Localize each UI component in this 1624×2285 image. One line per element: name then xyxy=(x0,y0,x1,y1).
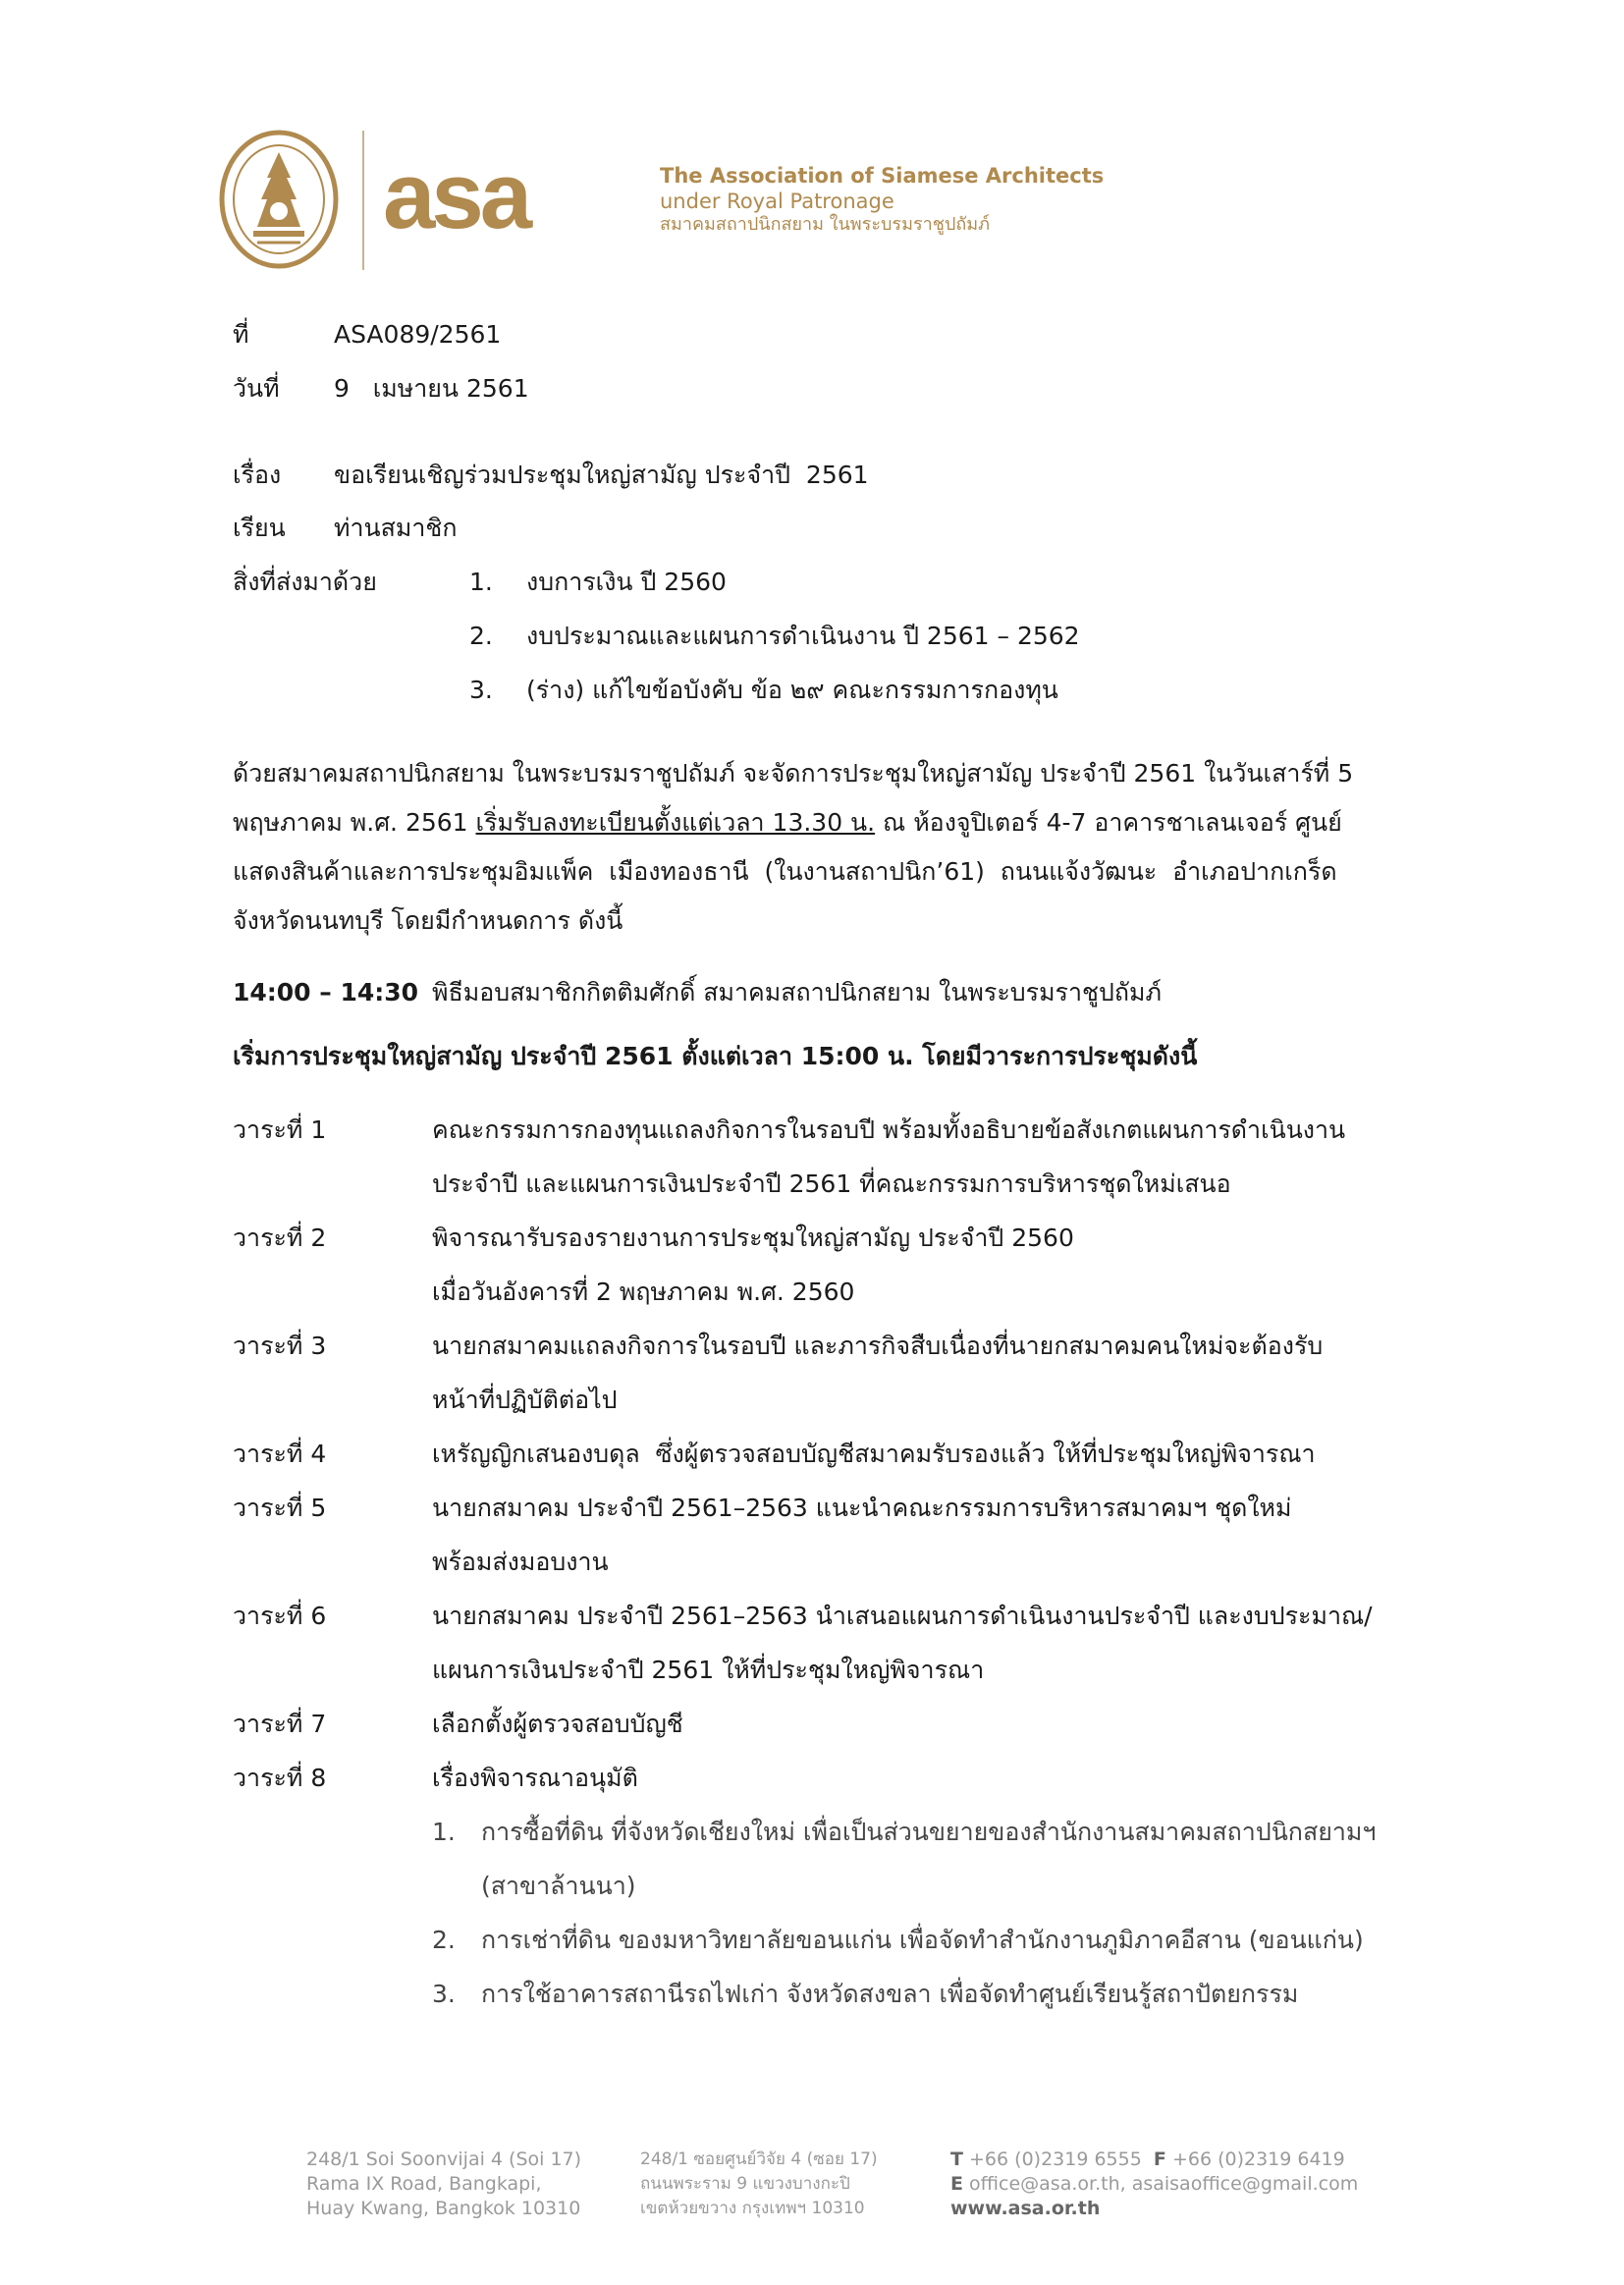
agenda-label: วาระที่ 2 xyxy=(233,1224,327,1252)
date-label: วันที่ xyxy=(233,374,280,403)
asa-wordmark-logo xyxy=(383,161,579,240)
agenda-label: วาระที่ 1 xyxy=(233,1115,327,1144)
agenda-text: นายกสมาคม ประจำปี 2561–2563 นำเสนอแผนการดำเนินงานประจำปี และงบประมาณ/ xyxy=(432,1602,1373,1630)
enclosure-item: งบการเงิน ปี 2560 xyxy=(526,568,727,596)
enclosure-num: 2. xyxy=(469,622,493,650)
footer-line: 248/1 ซอยศูนย์วิจัย 4 (ซอย 17) xyxy=(640,2149,878,2169)
paragraph-line: แสดงสินค้าและการประชุมอิมแพ็ค เมืองทองธานี (ในงานสถาปนิก’61) ถนนแจ้งวัฒนะ อำเภอปากเกร็ด xyxy=(233,857,1337,886)
fax-number: +66 (0)2319 6419 xyxy=(1171,2149,1345,2170)
agenda-text: นายกสมาคม ประจำปี 2561–2563 แนะนำคณะกรรมการบริหารสมาคมฯ ชุดใหม่ xyxy=(432,1494,1292,1522)
phone-label: T xyxy=(950,2149,963,2170)
agenda-text: นายกสมาคมแถลงกิจการในรอบปี และภารกิจสืบเนื่องที่นายกสมาคมคนใหม่จะต้องรับ xyxy=(432,1332,1324,1360)
recipient-label: เรียน xyxy=(233,514,286,542)
fax-label: F xyxy=(1153,2149,1166,2170)
footer-line: Rama IX Road, Bangkapi, xyxy=(306,2173,542,2195)
ceremony-text: พิธีมอบสมาชิกกิตติมศักดิ์ สมาคมสถาปนิกสยาม ในพระบรมราชูปถัมภ์ xyxy=(432,978,1162,1006)
approval-text: การใช้อาคารสถานีรถไฟเก่า จังหวัดสงขลา เพื่อจัดทำศูนย์เรียนรู้สถาปัตยกรรม xyxy=(481,1980,1299,2008)
footer-phone-line xyxy=(950,2148,1358,2172)
phone-number: +66 (0)2319 6555 xyxy=(969,2149,1142,2170)
ref-no-label: ที่ xyxy=(233,320,249,349)
footer-contact xyxy=(950,2148,1358,2221)
header-divider xyxy=(362,131,364,270)
association-name-en: The Association of Siamese Architects xyxy=(660,164,1105,188)
recipient-value: ท่านสมาชิก xyxy=(334,514,458,542)
paragraph-line: จังหวัดนนทบุรี โดยมีกำหนดการ ดังนี้ xyxy=(233,906,623,935)
enclosure-num: 1. xyxy=(469,568,493,596)
agenda-text: หน้าที่ปฏิบัติต่อไป xyxy=(432,1386,618,1414)
approval-num: 1. xyxy=(432,1818,456,1846)
approval-num: 2. xyxy=(432,1926,456,1954)
agenda-label: วาระที่ 7 xyxy=(233,1710,327,1738)
enclosure-item: (ร่าง) แก้ไขข้อบังคับ ข้อ ๒๙ คณะกรรมการกองทุน xyxy=(526,676,1058,704)
approval-text: (สาขาล้านนา) xyxy=(481,1872,636,1900)
registration-time: เริ่มรับลงทะเบียนตั้งแต่เวลา 13.30 น. xyxy=(475,808,876,837)
agenda-text: เมื่อวันอังคารที่ 2 พฤษภาคม พ.ศ. 2560 xyxy=(432,1278,855,1306)
subject-label: เรื่อง xyxy=(233,461,282,489)
footer-line: ถนนพระราม 9 แขวงบางกะปิ xyxy=(640,2174,850,2194)
enclosure-label: สิ่งที่ส่งมาด้วย xyxy=(233,568,377,596)
asa-seal-logo xyxy=(218,129,340,270)
approval-text: การซื้อที่ดิน ที่จังหวัดเชียงใหม่ เพื่อเป็นส่วนขยายของสำนักงานสมาคมสถาปนิกสยามฯ xyxy=(481,1818,1377,1846)
approval-num: 3. xyxy=(432,1980,456,2008)
agenda-label: วาระที่ 5 xyxy=(233,1494,327,1522)
email-address[interactable]: office@asa.or.th, asaisaoffice@gmail.com xyxy=(969,2173,1359,2195)
meeting-heading: เริ่มการประชุมใหญ่สามัญ ประจำปี 2561 ตั้งแต่เวลา 15:00 น. โดยมีวาระการประชุมดังนี้ xyxy=(233,1042,1198,1070)
enclosure-num: 3. xyxy=(469,676,493,704)
footer-address-en xyxy=(306,2148,581,2221)
footer-line: 248/1 Soi Soonvijai 4 (Soi 17) xyxy=(306,2149,582,2170)
agenda-label: วาระที่ 4 xyxy=(233,1440,327,1468)
association-name-th: สมาคมสถาปนิกสยาม ในพระบรมราชูปถัมภ์ xyxy=(660,214,991,235)
agenda-label: วาระที่ 6 xyxy=(233,1602,327,1630)
agenda-text: เหรัญญิกเสนองบดุล ซึ่งผู้ตรวจสอบบัญชีสมาคมรับรองแล้ว ให้ที่ประชุมใหญ่พิจารณา xyxy=(432,1440,1316,1468)
date-value: 9 เมษายน 2561 xyxy=(334,374,529,403)
footer-line: เขตห้วยขวาง กรุงเทพฯ 10310 xyxy=(640,2199,865,2218)
ceremony-time: 14:00 – 14:30 xyxy=(233,978,419,1006)
approval-text: การเช่าที่ดิน ของมหาวิทยาลัยขอนแก่น เพื่อจัดทำสำนักงานภูมิภาคอีสาน (ขอนแก่น) xyxy=(481,1926,1364,1954)
enclosure-item: งบประมาณและแผนการดำเนินงาน ปี 2561 – 2562 xyxy=(526,622,1080,650)
agenda-text: เลือกตั้งผู้ตรวจสอบบัญชี xyxy=(432,1710,683,1738)
wordmark-text: asa xyxy=(383,161,529,240)
agenda-text: เรื่องพิจารณาอนุมัติ xyxy=(432,1764,638,1792)
email-label: E xyxy=(950,2173,963,2195)
agenda-text: พิจารณารับรองรายงานการประชุมใหญ่สามัญ ประจำปี 2560 xyxy=(432,1224,1074,1252)
agenda-text: คณะกรรมการกองทุนแถลงกิจการในรอบปี พร้อมทั้งอธิบายข้อสังเกตแผนการดำเนินงาน xyxy=(432,1115,1346,1144)
agenda-label: วาระที่ 3 xyxy=(233,1332,327,1360)
agenda-text: แผนการเงินประจำปี 2561 ให้ที่ประชุมใหญ่พิจารณา xyxy=(432,1656,985,1684)
association-patronage-en: under Royal Patronage xyxy=(660,190,894,213)
agenda-text: ประจำปี และแผนการเงินประจำปี 2561 ที่คณะกรรมการบริหารชุดใหม่เสนอ xyxy=(432,1170,1231,1198)
association-name-block xyxy=(660,163,1104,236)
paragraph-line: พฤษภาคม พ.ศ. 2561 เริ่มรับลงทะเบียนตั้งแต่เวลา 13.30 น. ณ ห้องจูปิเตอร์ 4-7 อาคารชาเลนเจอร์ ศูนย์ xyxy=(233,808,1342,837)
footer-address-th xyxy=(640,2148,878,2221)
footer-email-line xyxy=(950,2172,1358,2197)
ref-no-value: ASA089/2561 xyxy=(334,320,502,349)
website-link[interactable]: www.asa.or.th xyxy=(950,2198,1101,2219)
subject-value: ขอเรียนเชิญร่วมประชุมใหญ่สามัญ ประจำปี 2561 xyxy=(334,461,869,489)
invitation-paragraph xyxy=(233,749,1397,946)
footer-line: Huay Kwang, Bangkok 10310 xyxy=(306,2198,581,2219)
agenda-label: วาระที่ 8 xyxy=(233,1764,327,1792)
paragraph-line: ด้วยสมาคมสถาปนิกสยาม ในพระบรมราชูปถัมภ์ จะจัดการประชุมใหญ่สามัญ ประจำปี 2561 ในวันเสาร์ที่ 5 xyxy=(233,759,1354,788)
agenda-text: พร้อมส่งมอบงาน xyxy=(432,1548,609,1576)
